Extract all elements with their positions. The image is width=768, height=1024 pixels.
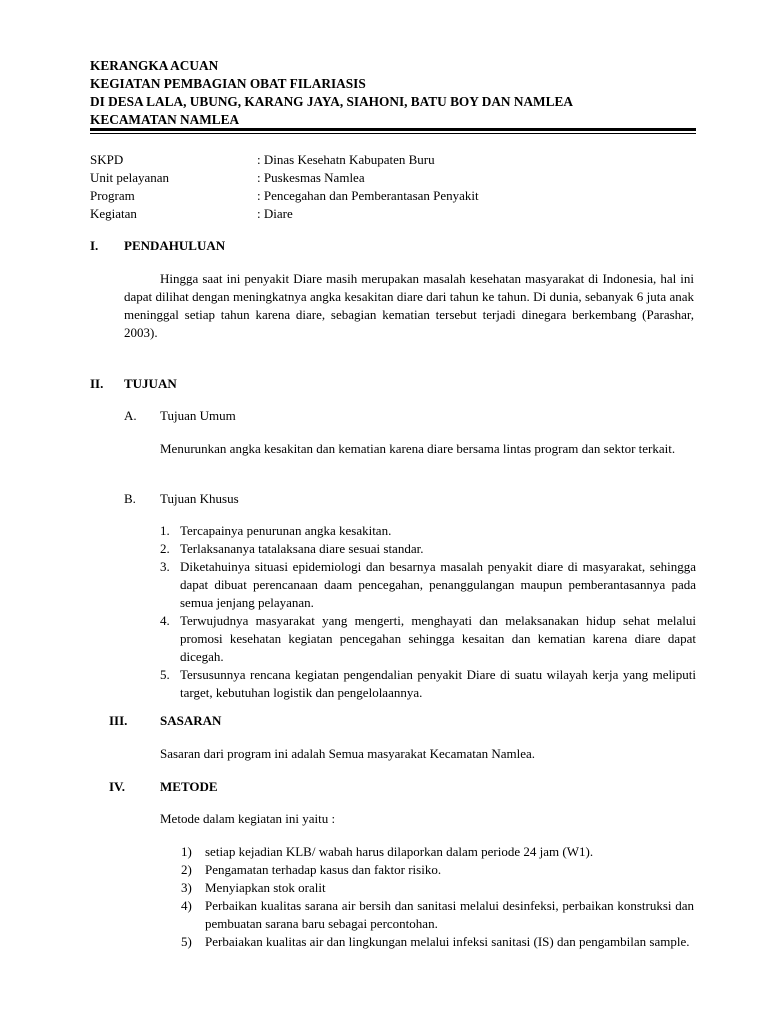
list-item	[160, 666, 696, 702]
section-4-number: IV.	[109, 779, 126, 794]
section-3-paragraph: Sasaran dari program ini adalah Semua masyarakat Kecamatan Namlea.	[160, 746, 536, 761]
list-item	[181, 897, 694, 933]
info-value: : Puskesmas Namlea	[257, 170, 365, 185]
info-label: Unit pelayanan	[90, 170, 170, 185]
list-item-text: Tersusunnya rencana kegiatan pengendalian penyakit Diare di suatu wilayah kerja yang meliputi target, kebutuhan logistik dan pengelolaannya.	[180, 667, 696, 700]
list-item-text: Tercapainya penurunan angka kesakitan.	[180, 523, 392, 538]
list-item-text: Terlaksananya tatalaksana diare sesuai standar.	[180, 541, 424, 556]
section-1-paragraph: Hingga saat ini penyakit Diare masih merupakan masalah kesehatan masyarakat di Indonesia, hal ini dapat dilihat dengan meningkatnya angka kesakitan diare dari tahun ke tahun. Di dunia, sebanyak 6 juta anak meninggal setiap tahun karena diare, sebagian kematian tersebut terjadi dinegara berkembang (Parashar, 2003).	[124, 271, 694, 340]
list-item-number: 4)	[181, 898, 192, 913]
list-item-text: Perbaikan kualitas sarana air bersih dan sanitasi melalui desinfeksi, perbaikan konstruksi dan pembuatan sarana baru sebagai percontohan.	[205, 898, 694, 931]
subsection-b-heading: Tujuan Khusus	[160, 491, 239, 506]
title-line-2: KEGIATAN PEMBAGIAN OBAT FILARIASIS	[90, 76, 366, 91]
list-item	[181, 933, 694, 951]
list-item-number: 5.	[160, 667, 170, 682]
section-4-intro: Metode dalam kegiatan ini yaitu :	[160, 811, 336, 826]
info-row-kegiatan	[90, 205, 479, 223]
section-2-number: II.	[90, 376, 104, 391]
list-item-number: 3)	[181, 880, 192, 895]
list-item-text: Terwujudnya masyarakat yang mengerti, menghayati dan melaksanakan hidup sehat melalui promosi kesehatan kegiatan pencegahan sehingga kesaitan dan kematian karena diare dapat dicegah.	[180, 613, 696, 664]
info-row-program	[90, 187, 479, 205]
info-row-unit	[90, 169, 479, 187]
metode-list	[181, 843, 694, 951]
list-item-number: 4.	[160, 613, 170, 628]
list-item-number: 1)	[181, 844, 192, 859]
list-item-text: setiap kejadian KLB/ wabah harus dilaporkan dalam periode 24 jam (W1).	[205, 844, 594, 859]
info-label: Program	[90, 188, 135, 203]
list-item-number: 2.	[160, 541, 170, 556]
title-rule-thick	[90, 128, 696, 131]
list-item	[181, 861, 694, 879]
list-item-text: Diketahuinya situasi epidemiologi dan besarnya masalah penyakit diare di masyarakat, sehingga dapat dibuat perencanaan daam pencegahan, penanggulangan maupun pemberantasannya pada semua jenjang pelayanan.	[180, 559, 696, 610]
list-item-number: 2)	[181, 862, 192, 877]
list-item	[160, 612, 696, 666]
subsection-b-number: B.	[124, 491, 136, 506]
list-item	[160, 540, 696, 558]
list-item-number: 1.	[160, 523, 170, 538]
list-item	[181, 843, 694, 861]
list-item-text: Pengamatan terhadap kasus dan faktor risiko.	[205, 862, 442, 877]
title-rule-thin	[90, 133, 696, 134]
title-line-1: KERANGKA ACUAN	[90, 58, 219, 73]
list-item-text: Menyiapkan stok oralit	[205, 880, 326, 895]
info-row-skpd	[90, 151, 479, 169]
section-3-number: III.	[109, 713, 128, 728]
subsection-a-paragraph: Menurunkan angka kesakitan dan kematian karena diare bersama lintas program dan sektor terkait.	[160, 441, 676, 456]
section-1-number: I.	[90, 238, 99, 253]
list-item	[181, 879, 694, 897]
tujuan-khusus-list	[160, 522, 696, 702]
title-line-4: KECAMATAN NAMLEA	[90, 112, 240, 127]
section-3-heading: SASARAN	[160, 713, 222, 728]
list-item	[160, 558, 696, 612]
info-value: : Pencegahan dan Pemberantasan Penyakit	[257, 188, 479, 203]
list-item-text: Perbaiakan kualitas air dan lingkungan melalui infeksi sanitasi (IS) dan pengambilan sample.	[205, 934, 690, 949]
list-item-number: 5)	[181, 934, 192, 949]
section-2-heading: TUJUAN	[124, 376, 177, 391]
list-item-number: 3.	[160, 559, 170, 574]
info-label: SKPD	[90, 152, 124, 167]
info-value: : Dinas Kesehatn Kabupaten Buru	[257, 152, 435, 167]
info-label: Kegiatan	[90, 206, 137, 221]
document-title	[90, 57, 690, 129]
info-value: : Diare	[257, 206, 293, 221]
subsection-a-heading: Tujuan Umum	[160, 408, 236, 423]
section-4-heading: METODE	[160, 779, 218, 794]
section-1-heading: PENDAHULUAN	[124, 238, 226, 253]
info-table	[90, 151, 479, 223]
title-line-3: DI DESA LALA, UBUNG, KARANG JAYA, SIAHONI, BATU BOY DAN NAMLEA	[90, 94, 573, 109]
list-item	[160, 522, 696, 540]
subsection-a-number: A.	[124, 408, 137, 423]
